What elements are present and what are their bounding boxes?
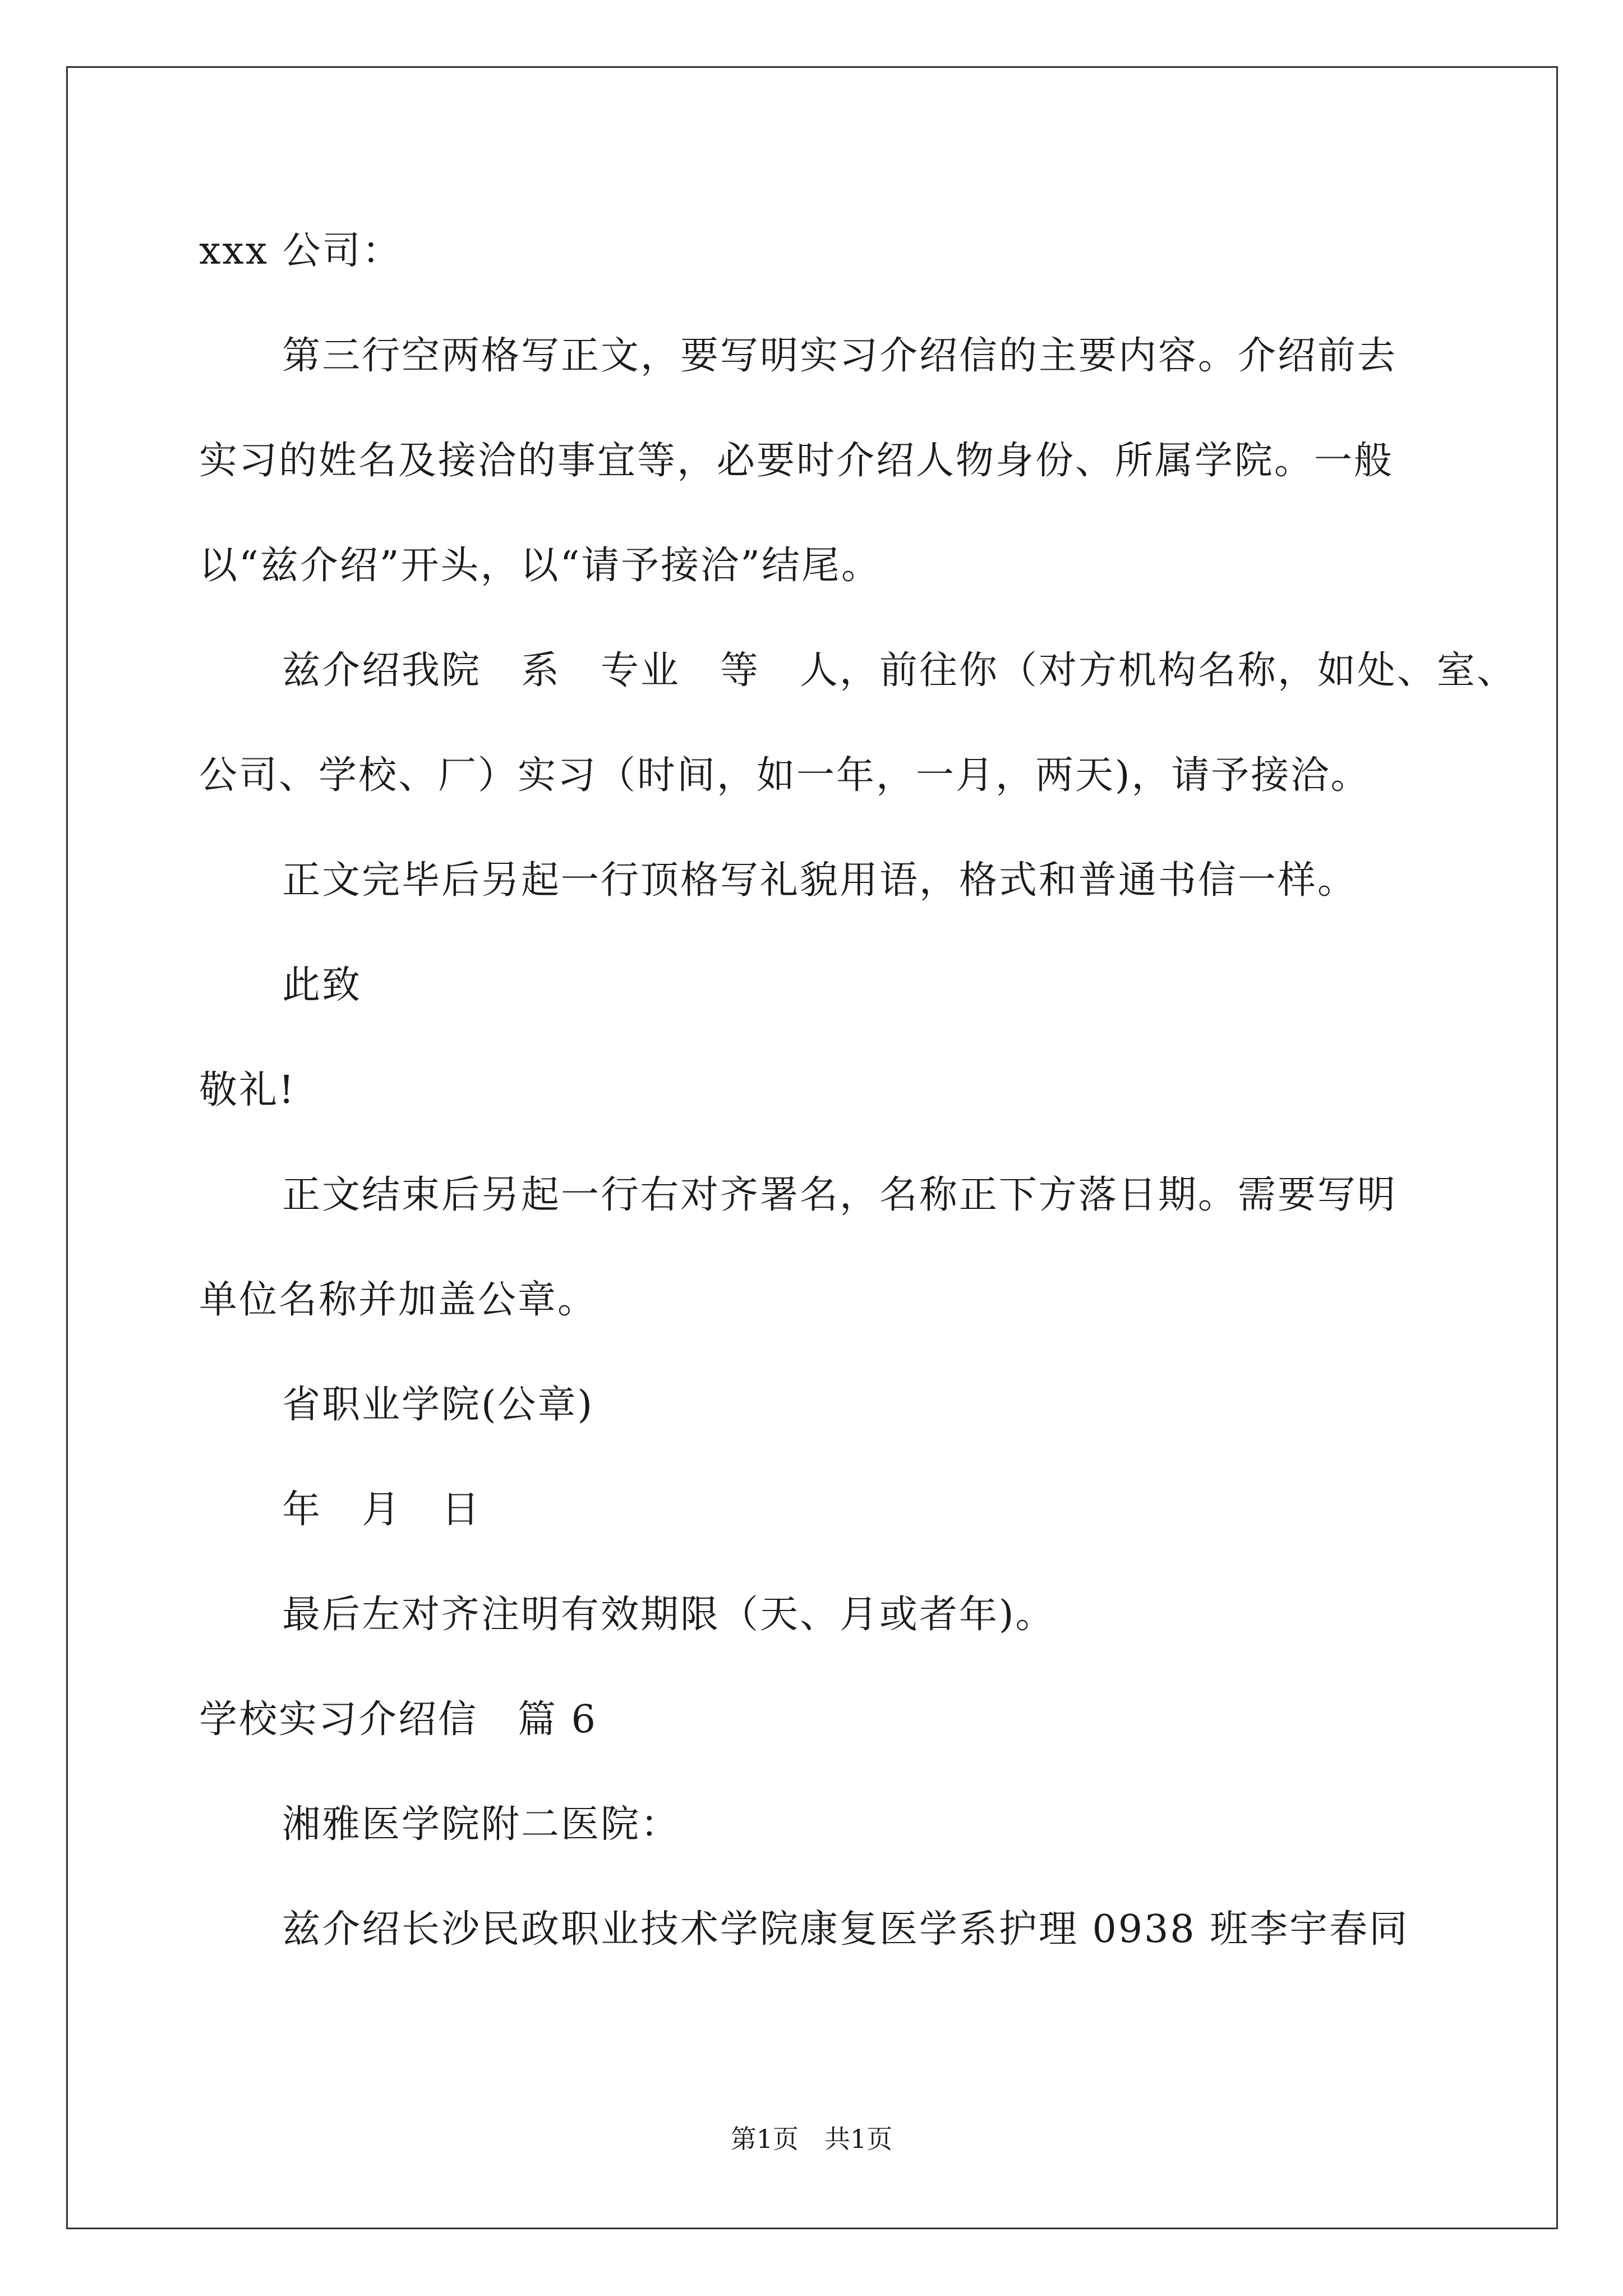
body-line-8: 单位名称并加盖公章。 <box>199 1278 598 1322</box>
page-footer: 第1页 共1页 <box>730 2124 893 2154</box>
body-line-7: 正文结束后另起一行右对齐署名，名称正下方落日期。需要写明 <box>282 1173 1398 1217</box>
recipient-line: 湘雅医学院附二医院： <box>282 1802 681 1847</box>
salutation-line: xxx 公司： <box>199 229 402 273</box>
body-line-4: 兹介绍我院 系 专业 等 人，前往你（对方机构名称，如处、室、 <box>282 648 1517 693</box>
body-line-9: 最后左对齐注明有效期限（天、月或者年)。 <box>282 1593 1055 1637</box>
body-line-3: 以“兹介绍”开头，以“请予接洽”结尾。 <box>199 544 882 588</box>
section-heading: 学校实习介绍信 篇 6 <box>199 1697 597 1742</box>
body-line-5: 公司、学校、厂）实习（时间，如一年，一月，两天)，请予接洽。 <box>199 753 1371 798</box>
body-line-6: 正文完毕后另起一行顶格写礼貌用语，格式和普通书信一样。 <box>282 858 1358 903</box>
body-line-2: 实习的姓名及接洽的事宜等，必要时介绍人物身份、所属学院。一般 <box>199 439 1394 483</box>
closing-line: 此致 <box>282 963 362 1007</box>
regards-line: 敬礼! <box>199 1068 296 1112</box>
page-border <box>66 66 1558 2229</box>
signature-line: 省职业学院(公章) <box>282 1383 594 1427</box>
body-line-1: 第三行空两格写正文，要写明实习介绍信的主要内容。介绍前去 <box>282 334 1398 378</box>
date-line: 年 月 日 <box>282 1488 482 1532</box>
body-line-10: 兹介绍长沙民政职业技术学院康复医学系护理 0938 班李宇春同 <box>282 1907 1409 1952</box>
